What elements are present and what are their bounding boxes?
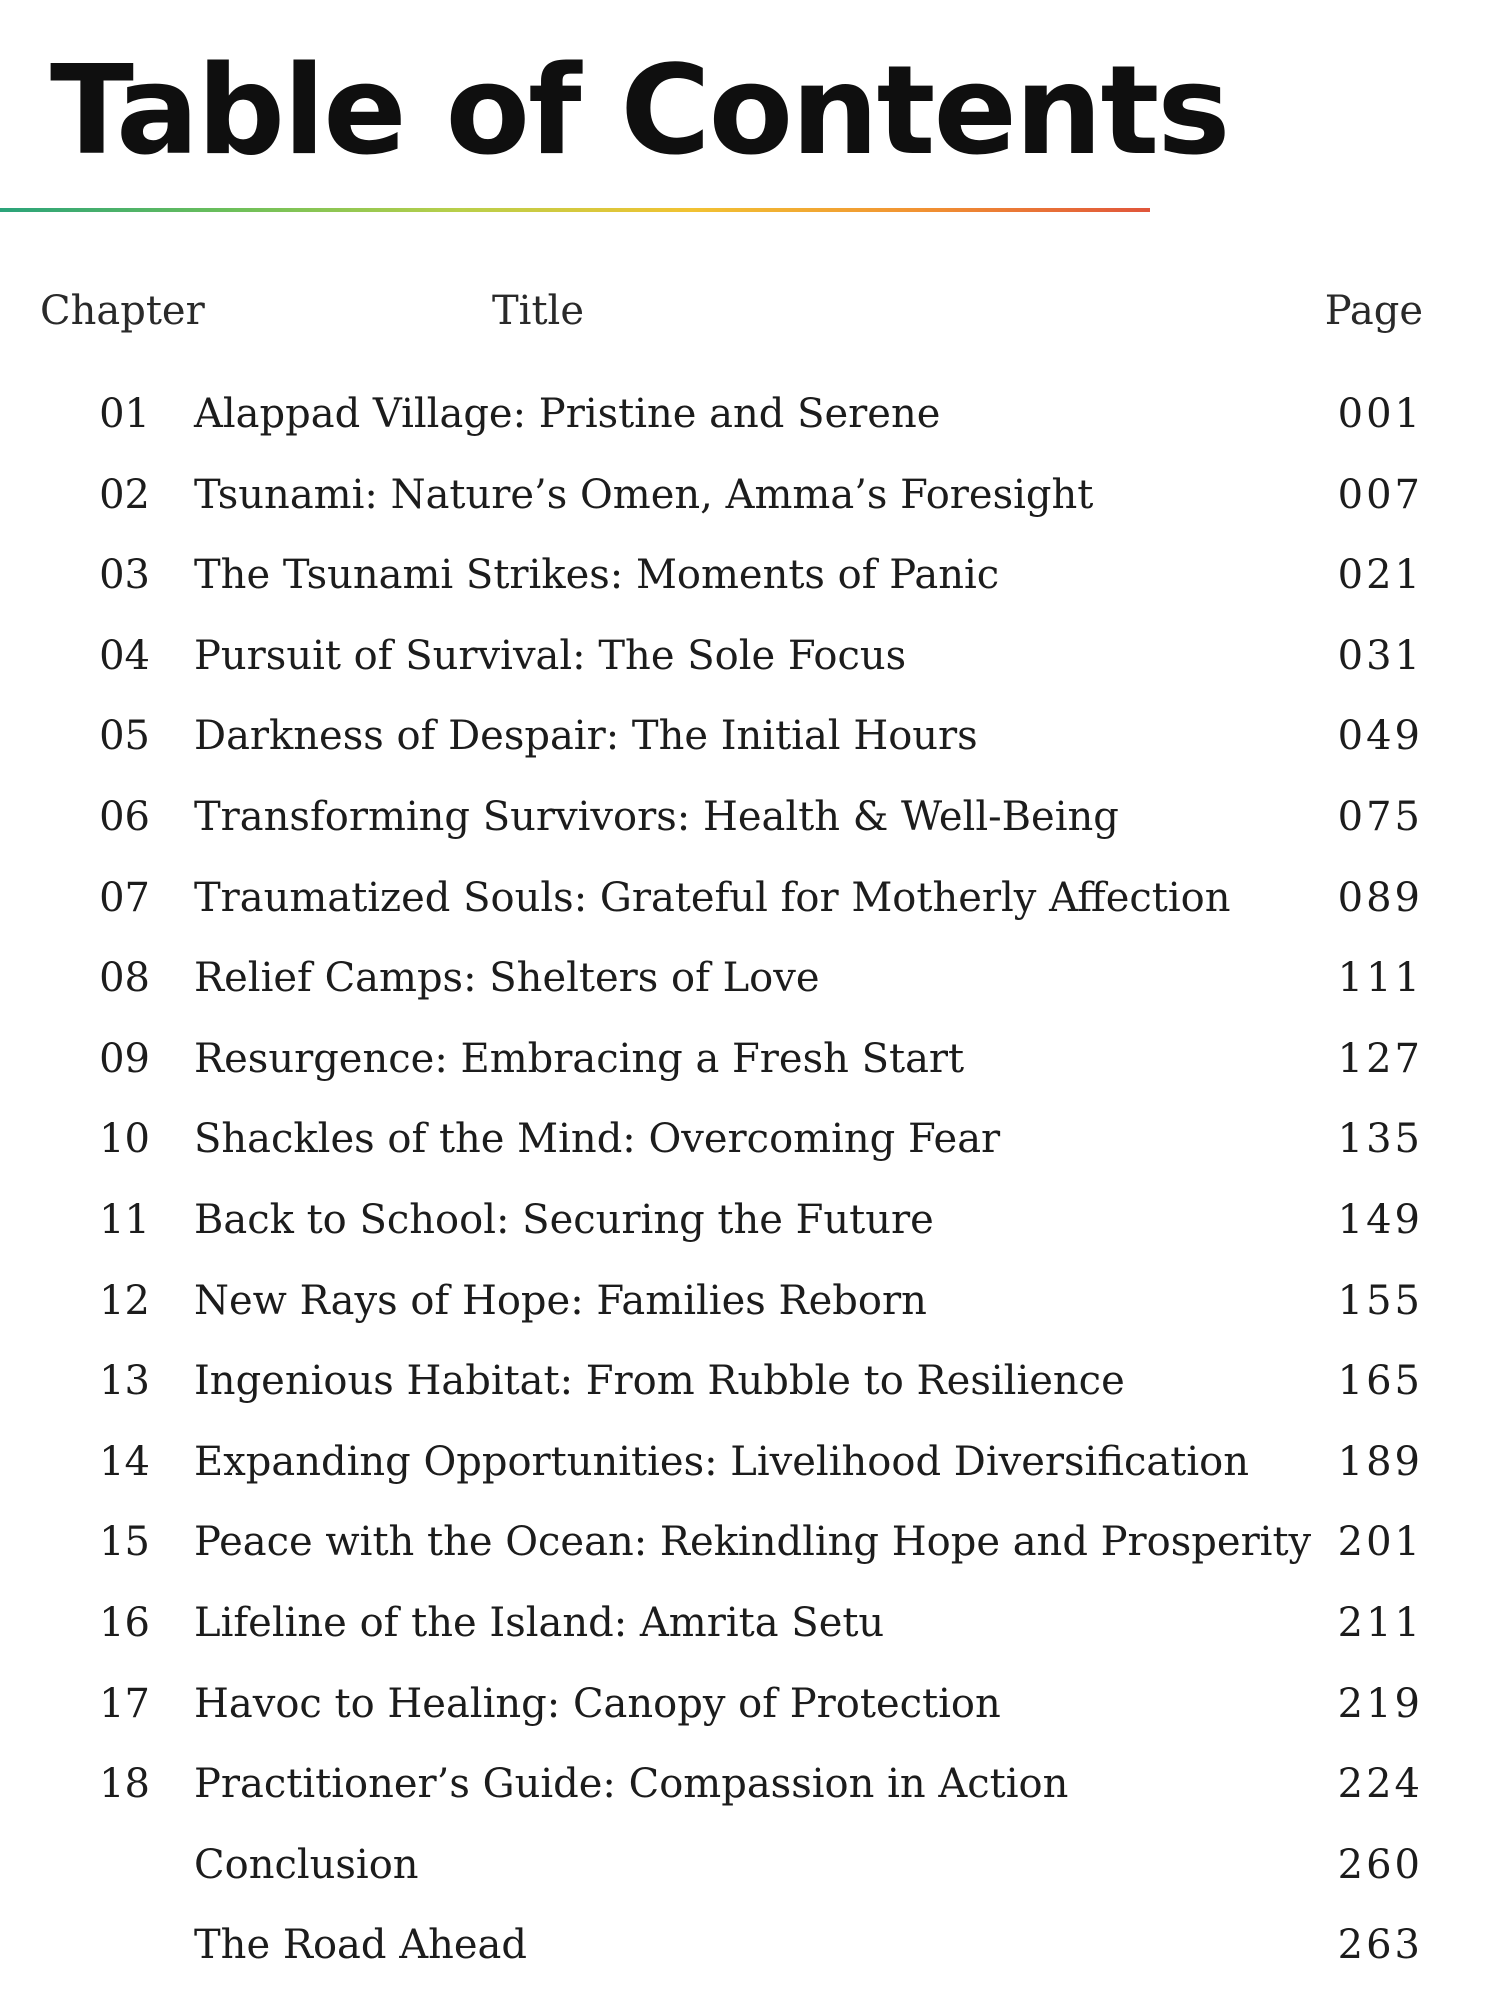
page-number: 155 [1337,1277,1423,1324]
chapter-title: Traumatized Souls: Grateful for Motherly Affection [194,874,1231,921]
chapter-title: Peace with the Ocean: Rekindling Hope and Prosperity [194,1519,1312,1566]
chapter-title: Shackles of the Mind: Overcoming Fear [194,1116,1001,1163]
page-number: 127 [1337,1035,1423,1082]
chapter-number: 02 [99,471,150,518]
page-number: 089 [1337,874,1423,921]
toc-entry [0,1914,1500,1995]
chapter-title: Ingenious Habitat: From Rubble to Resilience [194,1358,1125,1405]
chapter-number: 14 [99,1438,150,1485]
toc-entry [0,625,1500,706]
toc-entry [0,786,1500,867]
toc-entry [0,383,1500,464]
chapter-title: Conclusion [194,1841,419,1888]
chapter-number: 11 [99,1196,150,1243]
chapter-number: 18 [99,1761,150,1808]
toc-entry [0,947,1500,1028]
page-title: Table of Contents [50,40,1229,183]
toc-entry [0,1028,1500,1109]
chapter-title: Lifeline of the Island: Amrita Setu [194,1599,885,1646]
toc-entry [0,1270,1500,1351]
page-number: 211 [1337,1599,1423,1646]
page-number: 075 [1337,793,1423,840]
chapter-title: Tsunami: Nature’s Omen, Amma’s Foresight [194,471,1094,518]
chapter-number: 13 [99,1358,150,1405]
page-number: 263 [1337,1922,1423,1969]
page-number: 201 [1337,1519,1423,1566]
page-number: 260 [1337,1841,1423,1888]
chapter-title: Alappad Village: Pristine and Serene [194,391,941,437]
toc-entry [0,1108,1500,1189]
toc-entry [0,464,1500,545]
chapter-number: 07 [99,874,150,921]
chapter-number: 06 [99,793,150,840]
page-number: 224 [1337,1761,1423,1808]
page-number: 001 [1337,391,1423,437]
column-header-chapter: Chapter [40,288,205,334]
title-underline-rule [0,208,1150,212]
chapter-number: 01 [99,391,150,437]
toc-entry [0,1431,1500,1512]
chapter-number: 15 [99,1519,150,1566]
page-number: 149 [1337,1196,1423,1243]
toc-entry [0,1753,1500,1834]
chapter-title: New Rays of Hope: Families Reborn [194,1277,927,1324]
chapter-number: 09 [99,1035,150,1082]
chapter-title: Resurgence: Embracing a Fresh Start [194,1035,965,1082]
chapter-number: 05 [99,713,150,760]
page-number: 049 [1337,713,1423,760]
chapter-title: Back to School: Securing the Future [194,1196,934,1243]
page-number: 031 [1337,632,1423,679]
chapter-number: 08 [99,955,150,1002]
toc-entry [0,1189,1500,1270]
chapter-title: Transforming Survivors: Health & Well-Being [194,793,1119,840]
chapter-number: 04 [99,632,150,679]
chapter-title: Havoc to Healing: Canopy of Protection [194,1680,1001,1727]
chapter-title: The Road Ahead [194,1922,527,1969]
chapter-number: 16 [99,1599,150,1646]
chapter-title: Practitioner’s Guide: Compassion in Action [194,1761,1069,1808]
page-number: 219 [1337,1680,1423,1727]
chapter-number: 12 [99,1277,150,1324]
toc-entry [0,1592,1500,1673]
page-number: 021 [1337,552,1423,599]
chapter-title: Relief Camps: Shelters of Love [194,955,820,1002]
toc-list [0,383,1500,1995]
chapter-number: 17 [99,1680,150,1727]
page-number: 135 [1337,1116,1423,1163]
toc-entry [0,1834,1500,1915]
chapter-title: The Tsunami Strikes: Moments of Panic [194,552,1000,599]
toc-entry [0,705,1500,786]
page-number: 111 [1337,955,1423,1002]
page-number: 165 [1337,1358,1423,1405]
chapter-title: Darkness of Despair: The Initial Hours [194,713,978,760]
chapter-number: 03 [99,552,150,599]
toc-entry [0,544,1500,625]
chapter-title: Pursuit of Survival: The Sole Focus [194,632,907,679]
toc-entry [0,867,1500,948]
toc-entry [0,1673,1500,1754]
page-number: 189 [1337,1438,1423,1485]
toc-entry [0,1350,1500,1431]
page-number: 007 [1337,471,1423,518]
column-header-title: Title [492,288,585,334]
chapter-title: Expanding Opportunities: Livelihood Diversification [194,1438,1249,1485]
toc-entry [0,1511,1500,1592]
column-header-page: Page [1324,288,1423,334]
chapter-number: 10 [99,1116,150,1163]
